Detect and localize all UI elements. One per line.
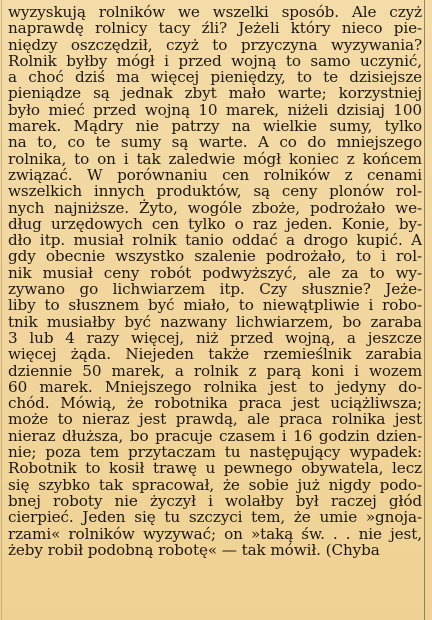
article-column [8, 4, 422, 558]
article-line: pieniądze są jednak zbyt mało warte; korzystniej [8, 84, 422, 103]
article-line: nieraz dłuższa, bo pracuje czasem i 16 godzin dzien- [8, 426, 422, 445]
article-line: żeby robił podobną robotę« — tak mówił. (Chyba [8, 540, 380, 559]
article-line: Robotnik to kosił trawę u pewnego obywatela, lecz [8, 459, 422, 478]
article-line: niędzy oszczędził, czyż to przyczyna wyzywania? [8, 35, 422, 54]
article-line: marek. Mądry nie patrzy na wielkie sumy, tylko [8, 117, 422, 136]
article-line: nych najniższe. Żyto, wogóle zboże, podrożało we- [8, 198, 422, 217]
article-line: rzami« rolników wyzywać; on »taką św. . . nie jest, [8, 524, 422, 543]
article-line: gdy obecnie wszystko szalenie podrożało, to i rol- [8, 247, 422, 266]
article-line: związać. W porównaniu cen rolników z cenami [8, 165, 422, 184]
article-line: 60 marek. Mniejszego rolnika jest to jedyny do- [8, 377, 422, 396]
article-line: dło itp. musiał rolnik tanio oddać a drogo kupić. A [8, 231, 422, 250]
article-line: dziennie 50 marek, a rolnik z parą koni i wozem [8, 361, 422, 380]
article-line: zywano go lichwiarzem itp. Czy słusznie? Jeże- [8, 280, 422, 299]
article-line: nie; poza tem przytaczam tu następujący wypadek: [8, 443, 422, 462]
article-line: naprawdę rolnicy tacy źli? Jeżeli który nieco pie- [8, 19, 422, 38]
left-column-edge [1, 0, 2, 620]
article-line: chód. Mówią, że robotnika praca jest uciążliwsza; [8, 394, 422, 413]
article-line: bnej roboty nie życzył i wolałby był raczej głód [8, 491, 422, 510]
article-line: wyzyskują rolników we wszelki sposób. Ale czyż [8, 3, 422, 21]
article-line: wszelkich innych produktów, są ceny plonów rol- [8, 182, 422, 201]
article-line: nik musiał ceny robót podwyższyć, ale za to wy- [8, 263, 422, 282]
article-line: cierpieć. Jeden się tu szczyci tem, że umie »gnoja- [8, 508, 422, 527]
article-line: liby to słusznem być miało, to niewątpliwie i robo- [8, 296, 422, 315]
article-line: tnik musiałby być nazwany lichwiarzem, bo zaraba [8, 312, 422, 331]
article-line: Rolnik byłby mógł i przed wojną to samo uczynić, [8, 51, 422, 70]
article-line: więcej żąda. Niejeden także rzemieślnik zarabia [8, 345, 422, 364]
article-line: rolnika, to on i tak zaledwie mógł koniec z końcem [8, 149, 422, 168]
article-line: 3 lub 4 razy więcej, niż przed wojną, a jeszcze [8, 328, 422, 347]
article-line: na to, co te sumy są warte. A co do mniejszego [8, 133, 422, 152]
article-line: się szybko tak spracował, że sobie już nigdy podo- [8, 475, 422, 494]
article-line: może to nieraz jest prawdą, ale praca rolnika jest [8, 410, 422, 429]
article-line: a choć dziś ma więcej pieniędzy, to te dzisiejsze [8, 68, 422, 87]
article-line: dług urzędowych cen tylko o raz jeden. Konie, by- [8, 214, 422, 233]
article-line: było mieć przed wojną 10 marek, niżeli dzisiaj 100 [8, 100, 422, 119]
column-rule [424, 0, 425, 620]
